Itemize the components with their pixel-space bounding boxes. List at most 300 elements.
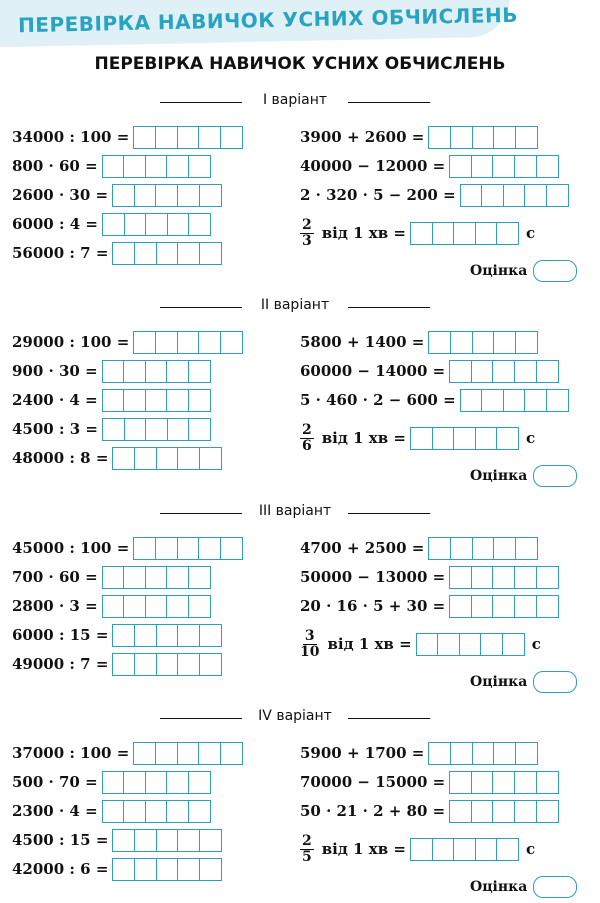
answer-boxes <box>410 838 518 861</box>
answer-cell[interactable] <box>112 858 135 881</box>
answer-cell[interactable] <box>166 360 189 383</box>
answer-cell[interactable] <box>156 653 179 676</box>
answer-boxes <box>460 389 568 412</box>
grade-field <box>470 260 577 282</box>
variant-heading: II варіант <box>160 297 430 317</box>
exercise-text: 2400 · 4 = <box>12 391 98 409</box>
exercise-text: 700 · 60 = <box>12 568 98 586</box>
answer-cell[interactable] <box>199 447 222 470</box>
answer-boxes <box>112 624 220 647</box>
answer-boxes <box>133 537 241 560</box>
right-exercise-row <box>300 359 557 383</box>
answer-boxes <box>460 184 568 207</box>
answer-cell[interactable] <box>156 447 179 470</box>
answer-cell[interactable] <box>145 800 168 823</box>
left-exercise-row <box>12 359 210 383</box>
answer-cell[interactable] <box>220 537 243 560</box>
answer-cell[interactable] <box>503 389 526 412</box>
left-exercise-row <box>12 536 241 560</box>
grade-label: Оцінка <box>470 263 528 279</box>
exercise-text: 56000 : 7 = <box>12 244 109 262</box>
answer-boxes <box>102 566 210 589</box>
answer-cell[interactable] <box>503 184 526 207</box>
exercise-text: 4500 : 15 = <box>12 831 109 849</box>
answer-cell[interactable] <box>472 742 495 765</box>
answer-cell[interactable] <box>471 155 494 178</box>
answer-cell[interactable] <box>145 389 168 412</box>
answer-cell[interactable] <box>450 331 473 354</box>
exercise-text: 5800 + 1400 = <box>300 333 425 351</box>
answer-boxes <box>449 566 557 589</box>
answer-cell[interactable] <box>536 155 559 178</box>
unit-label: с <box>525 224 536 242</box>
answer-cell[interactable] <box>199 829 222 852</box>
grade-oval[interactable] <box>533 465 577 487</box>
answer-boxes <box>102 213 210 236</box>
answer-cell[interactable] <box>475 838 498 861</box>
answer-cell[interactable] <box>481 184 504 207</box>
answer-cell[interactable] <box>524 389 547 412</box>
answer-cell[interactable] <box>145 595 168 618</box>
answer-cell[interactable] <box>428 126 451 149</box>
left-exercise-row <box>12 154 210 178</box>
left-exercise-row <box>12 799 210 823</box>
answer-cell[interactable] <box>145 566 168 589</box>
grade-field <box>470 876 577 898</box>
answer-cell[interactable] <box>188 155 211 178</box>
answer-cell[interactable] <box>471 800 494 823</box>
answer-cell[interactable] <box>112 829 135 852</box>
answer-cell[interactable] <box>102 389 125 412</box>
answer-cell[interactable] <box>112 653 135 676</box>
exercise-text: 45000 : 100 = <box>12 539 130 557</box>
answer-cell[interactable] <box>514 800 537 823</box>
fraction-exercise-row <box>300 832 535 866</box>
answer-boxes <box>133 126 241 149</box>
fraction-text: від 1 хв = <box>321 224 406 242</box>
variant-heading: IV варіант <box>160 708 430 728</box>
exercise-text: 2300 · 4 = <box>12 802 98 820</box>
answer-cell[interactable] <box>155 537 178 560</box>
answer-boxes <box>112 184 220 207</box>
answer-cell[interactable] <box>428 742 451 765</box>
answer-cell[interactable] <box>177 858 200 881</box>
answer-cell[interactable] <box>432 427 455 450</box>
answer-cell[interactable] <box>167 418 190 441</box>
exercise-text: 900 · 30 = <box>12 362 98 380</box>
answer-cell[interactable] <box>102 418 125 441</box>
answer-cell[interactable] <box>536 771 559 794</box>
answer-cell[interactable] <box>471 771 494 794</box>
answer-cell[interactable] <box>102 595 125 618</box>
banner-title: ПЕРЕВІРКА НАВИЧОК УСНИХ ОБЧИСЛЕНЬ <box>17 2 519 38</box>
answer-cell[interactable] <box>155 126 178 149</box>
answer-cell[interactable] <box>536 800 559 823</box>
answer-cell[interactable] <box>177 742 200 765</box>
answer-cell[interactable] <box>177 184 200 207</box>
answer-cell[interactable] <box>514 595 537 618</box>
answer-cell[interactable] <box>437 633 460 656</box>
answer-cell[interactable] <box>102 155 125 178</box>
answer-cell[interactable] <box>459 633 482 656</box>
fraction-text: від 1 хв = <box>321 840 406 858</box>
right-exercise-row <box>300 154 557 178</box>
answer-cell[interactable] <box>471 595 494 618</box>
answer-cell[interactable] <box>145 213 168 236</box>
answer-boxes <box>428 537 536 560</box>
exercise-text: 500 · 70 = <box>12 773 98 791</box>
answer-cell[interactable] <box>145 771 168 794</box>
answer-cell[interactable] <box>102 360 125 383</box>
answer-cell[interactable] <box>166 389 189 412</box>
answer-cell[interactable] <box>536 360 559 383</box>
answer-cell[interactable] <box>493 331 516 354</box>
answer-cell[interactable] <box>515 126 538 149</box>
answer-boxes <box>428 331 536 354</box>
answer-cell[interactable] <box>188 360 211 383</box>
unit-label: с <box>531 635 541 653</box>
answer-cell[interactable] <box>177 242 200 265</box>
answer-cell[interactable] <box>102 566 125 589</box>
answer-cell[interactable] <box>199 858 222 881</box>
exercise-text: 6000 : 15 = <box>12 626 109 644</box>
answer-cell[interactable] <box>220 742 243 765</box>
answer-cell[interactable] <box>492 800 515 823</box>
answer-boxes <box>102 595 210 618</box>
answer-cell[interactable] <box>188 566 211 589</box>
answer-boxes <box>449 595 557 618</box>
answer-cell[interactable] <box>492 360 515 383</box>
exercise-text: 70000 − 15000 = <box>300 773 446 791</box>
exercise-text: 50 · 21 · 2 + 80 = <box>300 802 446 820</box>
answer-boxes <box>112 829 220 852</box>
answer-cell[interactable] <box>155 184 178 207</box>
right-exercise-row <box>300 183 568 207</box>
answer-boxes <box>449 771 557 794</box>
answer-cell[interactable] <box>177 447 200 470</box>
answer-cell[interactable] <box>124 418 147 441</box>
exercise-text: 4500 : 3 = <box>12 420 98 438</box>
answer-cell[interactable] <box>134 829 157 852</box>
exercise-text: 49000 : 7 = <box>12 655 109 673</box>
exercise-text: 48000 : 8 = <box>12 449 109 467</box>
answer-cell[interactable] <box>449 595 472 618</box>
answer-cell[interactable] <box>515 742 538 765</box>
answer-cell[interactable] <box>198 126 221 149</box>
answer-boxes <box>133 331 241 354</box>
answer-cell[interactable] <box>546 184 569 207</box>
answer-cell[interactable] <box>145 360 168 383</box>
answer-boxes <box>112 653 220 676</box>
answer-cell[interactable] <box>112 447 135 470</box>
answer-boxes <box>102 418 210 441</box>
answer-cell[interactable] <box>492 771 515 794</box>
answer-cell[interactable] <box>432 838 455 861</box>
fraction: $\frac{2}{6}$ <box>302 421 312 454</box>
answer-boxes <box>102 800 210 823</box>
fraction-text: від 1 хв = <box>321 429 406 447</box>
answer-cell[interactable] <box>133 742 156 765</box>
answer-boxes <box>102 771 210 794</box>
exercise-text: 60000 − 14000 = <box>300 362 446 380</box>
answer-cell[interactable] <box>502 633 525 656</box>
answer-cell[interactable] <box>198 537 221 560</box>
left-exercise-row <box>12 125 241 149</box>
answer-cell[interactable] <box>449 155 472 178</box>
answer-cell[interactable] <box>199 184 222 207</box>
answer-cell[interactable] <box>492 566 515 589</box>
answer-boxes <box>428 126 536 149</box>
answer-cell[interactable] <box>112 242 135 265</box>
exercise-text: 800 · 60 = <box>12 157 98 175</box>
answer-cell[interactable] <box>475 222 498 245</box>
answer-cell[interactable] <box>133 537 156 560</box>
answer-cell[interactable] <box>449 800 472 823</box>
answer-cell[interactable] <box>188 418 211 441</box>
answer-cell[interactable] <box>145 155 168 178</box>
answer-cell[interactable] <box>514 360 537 383</box>
answer-cell[interactable] <box>471 360 494 383</box>
answer-cell[interactable] <box>166 595 189 618</box>
exercise-text: 6000 : 4 = <box>12 215 98 233</box>
answer-cell[interactable] <box>166 155 189 178</box>
grade-field <box>470 671 577 693</box>
answer-cell[interactable] <box>156 624 179 647</box>
right-exercise-row <box>300 594 557 618</box>
left-exercise-row <box>12 565 210 589</box>
answer-cell[interactable] <box>155 742 178 765</box>
grade-label: Оцінка <box>470 879 528 895</box>
exercise-text: 42000 : 6 = <box>12 860 109 878</box>
answer-cell[interactable] <box>514 771 537 794</box>
answer-cell[interactable] <box>475 427 498 450</box>
answer-cell[interactable] <box>220 126 243 149</box>
answer-cell[interactable] <box>134 242 157 265</box>
answer-cell[interactable] <box>428 537 451 560</box>
answer-cell[interactable] <box>199 242 222 265</box>
grade-field <box>470 465 577 487</box>
left-exercise-row <box>12 183 220 207</box>
answer-cell[interactable] <box>177 653 200 676</box>
answer-cell[interactable] <box>188 595 211 618</box>
answer-cell[interactable] <box>156 829 179 852</box>
answer-cell[interactable] <box>123 389 146 412</box>
answer-cell[interactable] <box>145 418 168 441</box>
answer-cell[interactable] <box>199 624 222 647</box>
answer-cell[interactable] <box>134 624 157 647</box>
answer-boxes <box>102 389 210 412</box>
answer-cell[interactable] <box>450 126 473 149</box>
answer-cell[interactable] <box>134 858 157 881</box>
left-exercise-row <box>12 388 210 412</box>
answer-cell[interactable] <box>166 566 189 589</box>
answer-cell[interactable] <box>134 653 157 676</box>
left-exercise-row <box>12 212 210 236</box>
answer-boxes <box>112 858 220 881</box>
exercise-text: 50000 − 13000 = <box>300 568 446 586</box>
left-exercise-row <box>12 417 210 441</box>
right-exercise-row <box>300 536 536 560</box>
fraction-text: від 1 хв = <box>327 635 412 653</box>
answer-cell[interactable] <box>471 566 494 589</box>
answer-cell[interactable] <box>514 155 537 178</box>
answer-boxes <box>133 742 241 765</box>
answer-cell[interactable] <box>460 184 483 207</box>
answer-cell[interactable] <box>188 213 211 236</box>
answer-cell[interactable] <box>492 595 515 618</box>
answer-cell[interactable] <box>188 389 211 412</box>
variant-heading: III варіант <box>160 503 430 523</box>
answer-cell[interactable] <box>496 222 519 245</box>
answer-cell[interactable] <box>102 771 125 794</box>
answer-cell[interactable] <box>102 800 125 823</box>
answer-cell[interactable] <box>536 566 559 589</box>
answer-cell[interactable] <box>496 838 519 861</box>
fraction: $\frac{2}{3}$ <box>302 216 312 249</box>
left-exercise-row <box>12 594 210 618</box>
exercise-text: 5 · 460 · 2 − 600 = <box>300 391 456 409</box>
answer-cell[interactable] <box>156 242 179 265</box>
left-exercise-row <box>12 652 220 676</box>
answer-cell[interactable] <box>167 213 190 236</box>
exercise-text: 37000 : 100 = <box>12 744 130 762</box>
answer-boxes <box>112 447 220 470</box>
answer-boxes <box>416 633 524 656</box>
answer-cell[interactable] <box>166 800 189 823</box>
left-exercise-row <box>12 330 241 354</box>
exercise-text: 4700 + 2500 = <box>300 539 425 557</box>
answer-boxes <box>410 222 518 245</box>
right-exercise-row <box>300 388 568 412</box>
answer-cell[interactable] <box>492 155 515 178</box>
exercise-text: 40000 − 12000 = <box>300 157 446 175</box>
unit-label: с <box>525 429 536 447</box>
answer-cell[interactable] <box>123 155 146 178</box>
answer-cell[interactable] <box>410 222 433 245</box>
answer-cell[interactable] <box>133 126 156 149</box>
answer-boxes <box>428 742 536 765</box>
answer-cell[interactable] <box>536 595 559 618</box>
answer-cell[interactable] <box>220 331 243 354</box>
answer-cell[interactable] <box>198 331 221 354</box>
fraction: $\frac{2}{5}$ <box>302 832 312 865</box>
answer-cell[interactable] <box>481 389 504 412</box>
answer-cell[interactable] <box>133 331 156 354</box>
answer-cell[interactable] <box>410 427 433 450</box>
answer-cell[interactable] <box>480 633 503 656</box>
grade-oval[interactable] <box>533 671 577 693</box>
answer-cell[interactable] <box>123 595 146 618</box>
answer-cell[interactable] <box>493 537 516 560</box>
answer-boxes <box>449 800 557 823</box>
fraction: $\frac{3}{10}$ <box>300 627 320 660</box>
answer-cell[interactable] <box>493 742 516 765</box>
answer-cell[interactable] <box>514 566 537 589</box>
answer-cell[interactable] <box>155 331 178 354</box>
fraction-exercise-row <box>300 627 541 661</box>
answer-cell[interactable] <box>449 360 472 383</box>
answer-cell[interactable] <box>124 213 147 236</box>
right-exercise-row <box>300 741 536 765</box>
answer-cell[interactable] <box>188 771 211 794</box>
left-exercise-row <box>12 446 220 470</box>
answer-cell[interactable] <box>199 653 222 676</box>
answer-cell[interactable] <box>123 771 146 794</box>
exercise-text: 3900 + 2600 = <box>300 128 425 146</box>
unit-label: с <box>525 840 536 858</box>
answer-cell[interactable] <box>188 800 211 823</box>
answer-cell[interactable] <box>177 829 200 852</box>
answer-cell[interactable] <box>123 360 146 383</box>
answer-cell[interactable] <box>432 222 455 245</box>
answer-cell[interactable] <box>177 126 200 149</box>
right-exercise-row <box>300 565 557 589</box>
answer-cell[interactable] <box>449 566 472 589</box>
answer-cell[interactable] <box>524 184 547 207</box>
answer-cell[interactable] <box>410 838 433 861</box>
answer-cell[interactable] <box>515 331 538 354</box>
left-exercise-row <box>12 623 220 647</box>
exercise-text: 29000 : 100 = <box>12 333 130 351</box>
fraction-exercise-row <box>300 421 535 455</box>
exercise-text: 20 · 16 · 5 + 30 = <box>300 597 446 615</box>
right-exercise-row <box>300 330 536 354</box>
answer-cell[interactable] <box>428 331 451 354</box>
answer-cell[interactable] <box>515 537 538 560</box>
answer-cell[interactable] <box>472 537 495 560</box>
exercise-text: 2600 · 30 = <box>12 186 109 204</box>
answer-cell[interactable] <box>123 566 146 589</box>
answer-cell[interactable] <box>493 126 516 149</box>
exercise-text: 34000 : 100 = <box>12 128 130 146</box>
answer-cell[interactable] <box>177 624 200 647</box>
answer-boxes <box>112 242 220 265</box>
answer-cell[interactable] <box>416 633 439 656</box>
answer-cell[interactable] <box>450 742 473 765</box>
answer-boxes <box>449 155 557 178</box>
answer-cell[interactable] <box>460 389 483 412</box>
answer-cell[interactable] <box>166 771 189 794</box>
answer-cell[interactable] <box>177 537 200 560</box>
exercise-text: 5900 + 1700 = <box>300 744 425 762</box>
answer-cell[interactable] <box>156 858 179 881</box>
answer-cell[interactable] <box>546 389 569 412</box>
answer-boxes <box>102 360 210 383</box>
answer-cell[interactable] <box>102 213 125 236</box>
answer-cell[interactable] <box>472 331 495 354</box>
answer-cell[interactable] <box>198 742 221 765</box>
answer-cell[interactable] <box>134 447 157 470</box>
answer-cell[interactable] <box>453 222 476 245</box>
answer-cell[interactable] <box>453 427 476 450</box>
answer-cell[interactable] <box>449 771 472 794</box>
answer-cell[interactable] <box>496 427 519 450</box>
answer-cell[interactable] <box>112 184 135 207</box>
answer-cell[interactable] <box>472 126 495 149</box>
answer-cell[interactable] <box>123 800 146 823</box>
grade-oval[interactable] <box>533 260 577 282</box>
answer-cell[interactable] <box>112 624 135 647</box>
right-exercise-row <box>300 770 557 794</box>
answer-cell[interactable] <box>450 537 473 560</box>
answer-cell[interactable] <box>453 838 476 861</box>
fraction-exercise-row <box>300 216 535 250</box>
left-exercise-row <box>12 857 220 881</box>
grade-oval[interactable] <box>533 876 577 898</box>
exercise-text: 2 · 320 · 5 − 200 = <box>300 186 456 204</box>
answer-cell[interactable] <box>134 184 157 207</box>
answer-cell[interactable] <box>177 331 200 354</box>
